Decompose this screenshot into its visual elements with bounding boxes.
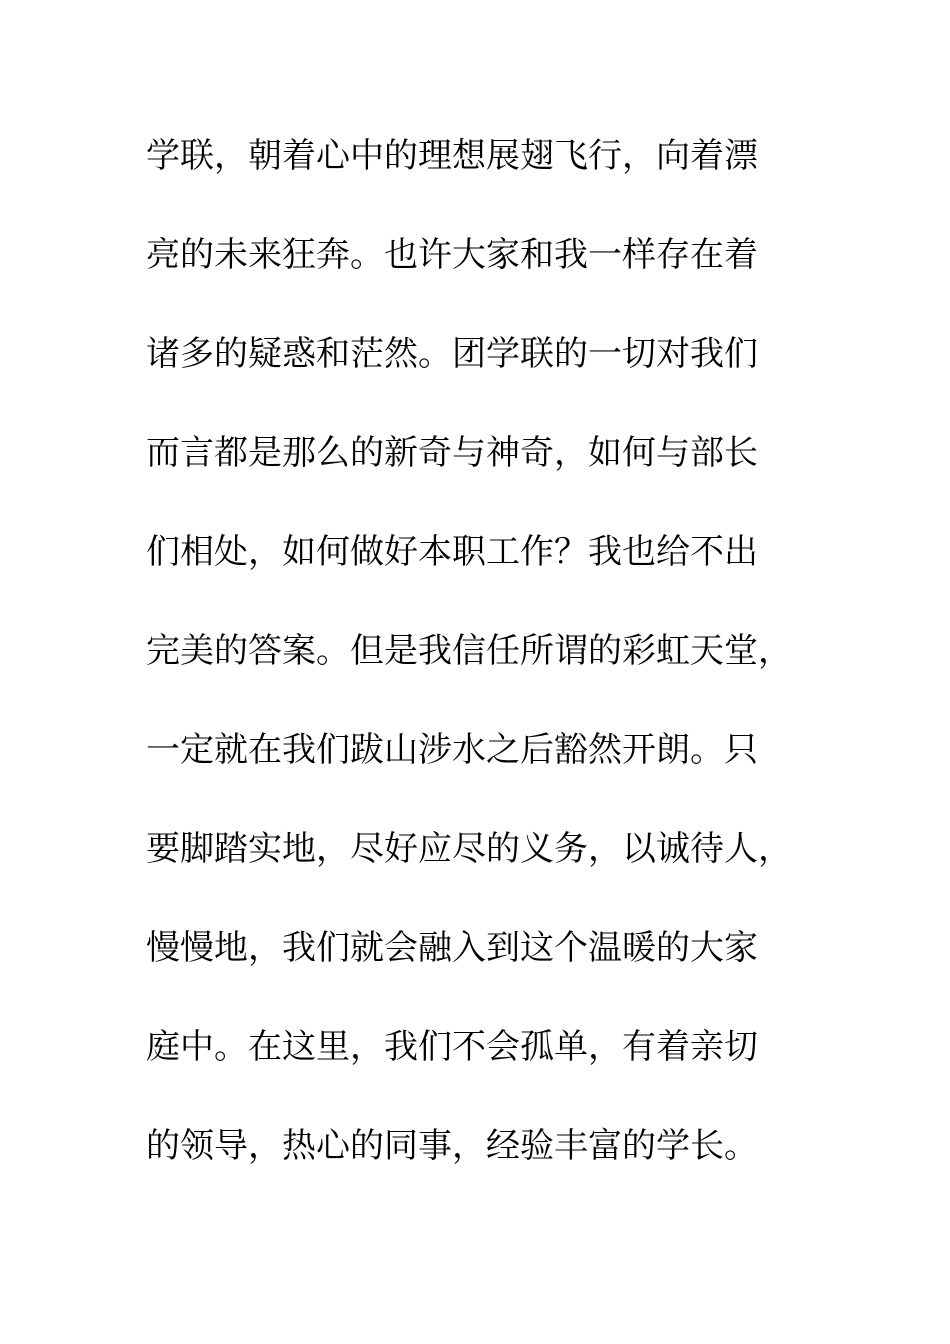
- text-line: 们相处，如何做好本职工作？我也给不出: [146, 532, 758, 572]
- text-line: 亮的未来狂奔。也许大家和我一样存在着: [146, 235, 758, 275]
- text-line: 要脚踏实地，尽好应尽的义务，以诚待人，: [146, 829, 792, 869]
- text-line: 完美的答案。但是我信任所谓的彩虹天堂，: [146, 631, 792, 671]
- text-line: 的领导，热心的同事，经验丰富的学长。: [146, 1126, 758, 1166]
- text-line: 学联，朝着心中的理想展翅飞行，向着漂: [146, 136, 758, 176]
- text-line: 一定就在我们跋山涉水之后豁然开朗。只: [146, 730, 758, 770]
- text-line: 慢慢地，我们就会融入到这个温暖的大家: [146, 928, 758, 968]
- text-line: 而言都是那么的新奇与神奇，如何与部长: [146, 433, 758, 473]
- body-text: [146, 126, 806, 1215]
- text-line: 诸多的疑惑和茫然。团学联的一切对我们: [146, 334, 758, 374]
- text-line: 庭中。在这里，我们不会孤单，有着亲切: [146, 1027, 758, 1067]
